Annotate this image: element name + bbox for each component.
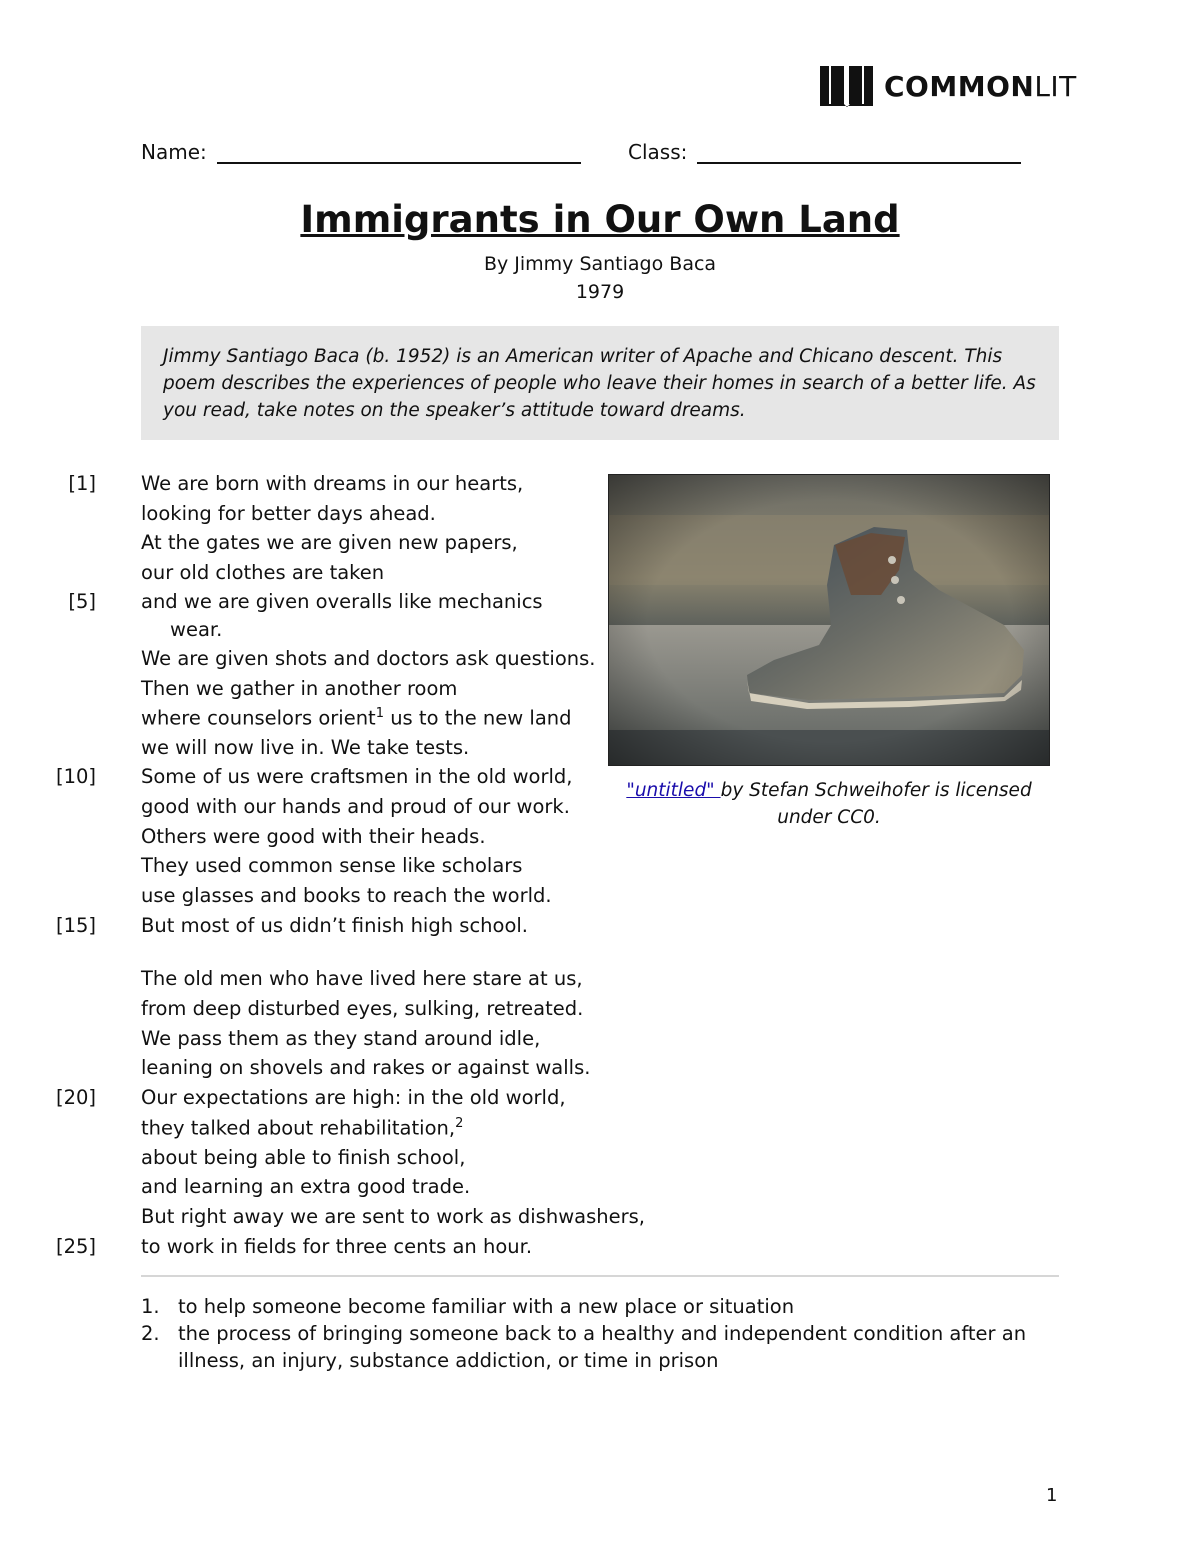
poem-line-continuation: wear. bbox=[170, 618, 223, 641]
line-number: [5] bbox=[68, 590, 96, 613]
class-blank-line[interactable] bbox=[697, 140, 1021, 164]
commonlit-logo bbox=[818, 64, 1077, 108]
line-number: [1] bbox=[68, 472, 96, 495]
poem-line: we will now live in. We take tests. bbox=[141, 736, 470, 759]
name-field[interactable] bbox=[141, 140, 581, 164]
poem-line: But most of us didn’t finish high school. bbox=[141, 914, 529, 937]
line-number: [15] bbox=[55, 914, 96, 937]
poem-line: At the gates we are given new papers, bbox=[141, 531, 518, 554]
poem-line: looking for better days ahead. bbox=[141, 502, 436, 525]
poem-line: But right away we are sent to work as dishwashers, bbox=[141, 1205, 645, 1228]
footnote-number: 2. bbox=[141, 1322, 160, 1345]
poem-line: to work in fields for three cents an hour. bbox=[141, 1235, 533, 1258]
publication-year: 1979 bbox=[575, 281, 625, 303]
poem-line: Our expectations are high: in the old world, bbox=[141, 1086, 566, 1109]
poem-line-part: us to the new land bbox=[390, 706, 572, 730]
poem-line: our old clothes are taken bbox=[141, 561, 385, 584]
footnote-text: the process of bringing someone back to a healthy and independent condition after an illness, an injury, substance addiction, or time in prison bbox=[178, 1322, 1027, 1372]
line-number: [25] bbox=[55, 1235, 96, 1258]
line-number: [10] bbox=[55, 765, 96, 788]
image-source-link[interactable]: "untitled" bbox=[626, 780, 721, 801]
book-icon bbox=[818, 64, 876, 108]
poem-line: about being able to finish school, bbox=[141, 1146, 466, 1169]
poem-line bbox=[141, 1116, 463, 1140]
footnote-item bbox=[141, 1293, 1041, 1320]
poem-line-part: where counselors orient bbox=[141, 706, 376, 730]
poem-line: We are born with dreams in our hearts, bbox=[141, 472, 524, 495]
image-credit: by Stefan Schweihofer is licensed under CC0. bbox=[720, 780, 1032, 828]
intro-box: Jimmy Santiago Baca (b. 1952) is an American writer of Apache and Chicano descent. This poem describes the experiences of people who leave their homes in search of a better life. As you read, take notes on the speaker’s attitude toward dreams. bbox=[141, 326, 1059, 440]
class-label: Class: bbox=[628, 140, 688, 164]
poem-line: Then we gather in another room bbox=[141, 677, 458, 700]
poem-line: We are given shots and doctors ask questions. bbox=[141, 647, 596, 670]
name-blank-line[interactable] bbox=[217, 140, 581, 164]
poem-line: Some of us were craftsmen in the old world, bbox=[141, 765, 573, 788]
poem-line: good with our hands and proud of our work. bbox=[141, 795, 570, 818]
poem-line bbox=[141, 706, 572, 730]
page-number: 1 bbox=[1046, 1485, 1058, 1506]
poem-line: Others were good with their heads. bbox=[141, 825, 486, 848]
footnote-divider bbox=[141, 1275, 1059, 1277]
logo-wordmark: COMMONLIT bbox=[884, 69, 1077, 103]
footnote-ref[interactable]: 1 bbox=[375, 706, 384, 721]
class-field[interactable] bbox=[628, 140, 1021, 164]
footnote-item bbox=[141, 1320, 1041, 1374]
image-caption bbox=[608, 777, 1050, 831]
footnote-text: to help someone become familiar with a new place or situation bbox=[178, 1295, 795, 1318]
poem-line: They used common sense like scholars bbox=[141, 854, 523, 877]
poem-line: The old men who have lived here stare at us, bbox=[141, 967, 583, 990]
poem-line: from deep disturbed eyes, sulking, retreated. bbox=[141, 997, 584, 1020]
poem-line: and learning an extra good trade. bbox=[141, 1175, 471, 1198]
poem-line: use glasses and books to reach the world. bbox=[141, 884, 552, 907]
poem-line-part: they talked about rehabilitation, bbox=[141, 1116, 456, 1140]
line-number: [20] bbox=[55, 1086, 96, 1109]
old-boot-photo bbox=[608, 474, 1050, 766]
footnote-number: 1. bbox=[141, 1295, 160, 1318]
poem-line: and we are given overalls like mechanics bbox=[141, 590, 543, 613]
author-byline: By Jimmy Santiago Baca bbox=[483, 253, 717, 275]
footnote-ref[interactable]: 2 bbox=[455, 1116, 464, 1131]
document-title: Immigrants in Our Own Land bbox=[300, 198, 900, 241]
boot-image bbox=[609, 475, 1050, 766]
name-label: Name: bbox=[141, 140, 207, 164]
poem-line: We pass them as they stand around idle, bbox=[141, 1027, 541, 1050]
poem-line: leaning on shovels and rakes or against walls. bbox=[141, 1056, 591, 1079]
